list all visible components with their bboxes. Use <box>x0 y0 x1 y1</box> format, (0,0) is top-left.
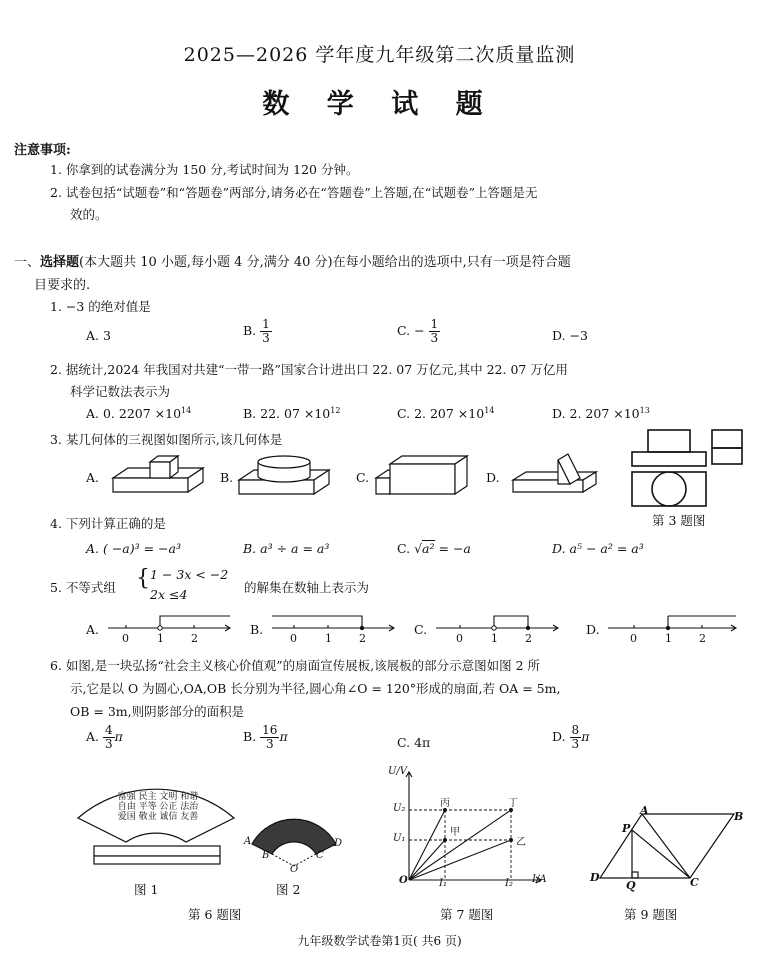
q3-option-c: C. <box>356 470 370 485</box>
fig6-point-b: B <box>262 850 270 861</box>
q5-b-tick-2: 2 <box>359 632 366 645</box>
q5-a-tick-0: 0 <box>122 632 129 645</box>
q6-a-num: 4 <box>105 723 113 737</box>
fig7-ding-label: 丁 <box>508 798 518 809</box>
q5-stem-pre: 5. 不等式组 <box>50 580 116 595</box>
q5-numberline-c <box>434 610 564 634</box>
q3-caption: 第 3 题图 <box>652 513 706 528</box>
q2-option-c <box>397 406 494 421</box>
fig6-point-c: C <box>316 850 324 861</box>
section-prefix: 一、 <box>14 255 41 270</box>
q6-a-label: A. <box>86 729 100 744</box>
q5-a-tick-2: 2 <box>191 632 198 645</box>
exam-title: 2025—2026 学年度九年级第二次质量监测 <box>183 44 576 66</box>
q6-a-fraction <box>103 724 115 751</box>
page-footer: 九年级数学试卷第1页( 共6 页) <box>297 934 462 948</box>
q5-b-tick-0: 0 <box>290 632 297 645</box>
q4-option-d: D. a⁵ − a² = a³ <box>552 541 644 556</box>
q3-stem: 3. 某几何体的三视图如图所示,该几何体是 <box>50 432 283 447</box>
q5-numberline-a <box>106 610 236 634</box>
fig7-jia-label: 甲 <box>450 827 460 838</box>
notice-item-2-cont: 效的。 <box>70 207 108 222</box>
fig7-bing-label: 丙 <box>440 798 450 809</box>
fig7-i1-label: I₁ <box>439 878 447 889</box>
q5-b-tick-1: 1 <box>325 632 332 645</box>
q5-stem-post: 的解集在数轴上表示为 <box>244 580 370 595</box>
q2-a-text: A. 0. 2207 ×10 <box>86 406 182 422</box>
q2-stem-2: 科学记数法表示为 <box>70 384 171 399</box>
q1-c-label: C. − <box>397 323 425 338</box>
q5-d-tick-2: 2 <box>699 632 706 645</box>
q6-stem-3: OB = 3m,则阴影部分的面积是 <box>70 704 245 719</box>
q2-a-exp: 14 <box>181 406 192 415</box>
q5-option-c: C. <box>414 622 428 637</box>
q2-stem-1: 2. 据统计,2024 年我国对共建“一带一路”国家合计进出口 22. 07 万亿元,其中 22. 07 万亿用 <box>50 362 568 377</box>
q3-solid-a <box>108 450 208 500</box>
fig9-point-a: A <box>640 804 649 817</box>
q3-option-d: D. <box>486 470 500 485</box>
q5-option-a: A. <box>86 622 100 637</box>
fig7-u1-label: U₁ <box>393 833 406 844</box>
fig9-point-q: Q <box>626 879 636 892</box>
fig6-label-fig2: 图 2 <box>276 882 301 897</box>
q6-b-label: B. <box>243 729 257 744</box>
fan-line-2: 自由 平等 公正 法治 <box>117 802 199 812</box>
exam-subtitle: 数 学 试 题 <box>262 89 497 120</box>
notice-heading: 注意事项: <box>14 143 71 158</box>
q1-b-den: 3 <box>262 331 270 345</box>
q5-c-tick-0: 0 <box>456 632 463 645</box>
q2-c-text: C. 2. 207 ×10 <box>397 406 485 422</box>
fig6-point-o: O <box>290 864 299 875</box>
section-title: 选择题 <box>40 255 80 270</box>
q1-c-fraction <box>429 318 441 345</box>
q6-a-pi: π <box>114 729 123 744</box>
fig7-y-axis-label: U/V <box>388 766 408 777</box>
q6-d-num: 8 <box>571 723 580 737</box>
fig9-point-d: D <box>590 871 600 884</box>
q4-c-label: C. <box>397 541 411 556</box>
q5-a-tick-1: 1 <box>157 632 164 645</box>
q4-stem: 4. 下列计算正确的是 <box>50 516 166 531</box>
q6-option-b <box>243 724 288 751</box>
q6-d-fraction <box>570 724 582 751</box>
fig9-point-p: P <box>622 822 631 835</box>
q6-stem-1: 6. 如图,是一块弘扬“社会主义核心价值观”的扇面宣传展板,该展板的部分示意图如图 2 所 <box>50 658 541 673</box>
q1-option-a: A. 3 <box>86 328 111 343</box>
fig7-yi-label: 乙 <box>516 837 526 848</box>
fig9-parallelogram <box>592 808 742 890</box>
q6-stem-2: 示,它是以 O 为圆心,OA,OB 长分别为半径,圆心角∠O = 120°形成的扇面,若 OA = 5m, <box>70 681 561 696</box>
q4-option-b: B. a³ ÷ a = a³ <box>243 541 330 556</box>
fig9-point-c: C <box>690 876 699 889</box>
q2-option-b <box>243 406 340 421</box>
q1-option-d: D. −3 <box>552 328 588 343</box>
q5-numberline-d <box>606 610 742 634</box>
fig6-annulus-sector <box>244 808 344 872</box>
q1-option-b <box>243 318 272 345</box>
q6-d-label: D. <box>552 729 566 744</box>
fig6-label-fig1: 图 1 <box>134 882 159 897</box>
section-desc: (本大题共 10 小题,每小题 4 分,满分 40 分)在每小题给出的选项中,只有一项是符合题 <box>79 255 571 270</box>
q1-stem: 1. −3 的绝对值是 <box>50 299 151 314</box>
fig6-fan-text <box>96 792 220 822</box>
fan-line-1: 富强 民主 文明 和谐 <box>117 792 199 802</box>
fig7-x-axis-label: I/A <box>532 874 547 885</box>
q1-option-c <box>397 318 440 345</box>
fig7-ui-graph <box>395 768 555 888</box>
q5-numberline-b <box>270 610 400 634</box>
q3-solid-b <box>234 452 334 500</box>
q4-option-a: A. ( −a)³ = −a³ <box>86 541 181 556</box>
q1-b-label: B. <box>243 323 257 338</box>
q6-option-d <box>552 724 589 751</box>
fig7-i2-label: I₂ <box>505 878 513 889</box>
q2-d-text: D. 2. 207 ×10 <box>552 406 640 422</box>
q3-option-b: B. <box>220 470 234 485</box>
q3-option-a: A. <box>86 470 100 485</box>
q5-ineq-2: 2x ≤4 <box>150 587 188 602</box>
q1-b-fraction <box>260 318 272 345</box>
q3-solid-c <box>372 452 472 500</box>
q6-b-pi: π <box>279 729 288 744</box>
q2-c-exp: 14 <box>484 406 495 415</box>
fig7-u2-label: U₂ <box>393 803 406 814</box>
q3-solid-d <box>508 450 608 500</box>
q6-b-num: 16 <box>262 723 278 737</box>
q4-option-c: C. √a² = −a <box>397 541 471 556</box>
q2-option-d <box>552 406 650 421</box>
section-heading <box>14 251 571 270</box>
fig9-point-b: B <box>734 810 744 823</box>
notice-item-2: 2. 试卷包括“试题卷”和“答题卷”两部分,请务必在“答题卷”上答题,在“试题卷”上答题是无 <box>50 185 538 200</box>
q5-brace-icon: { <box>136 566 150 591</box>
notice-item-1: 1. 你拿到的试卷满分为 150 分,考试时间为 120 分钟。 <box>50 162 359 177</box>
section-desc-cont: 目要求的. <box>34 278 91 293</box>
fig6-caption: 第 6 题图 <box>188 907 242 922</box>
q5-option-d: D. <box>586 622 600 637</box>
fan-line-3: 爱国 敬业 诚信 友善 <box>117 812 199 822</box>
q5-c-tick-1: 1 <box>491 632 498 645</box>
q1-b-num: 1 <box>262 317 270 331</box>
q3-three-view <box>628 426 748 508</box>
q6-b-fraction <box>260 724 279 751</box>
q6-b-den: 3 <box>265 737 274 751</box>
q6-a-den: 3 <box>105 737 113 751</box>
q6-option-a <box>86 724 123 751</box>
q1-c-num: 1 <box>430 317 439 331</box>
fig7-caption: 第 7 题图 <box>440 907 494 922</box>
q6-option-c: C. 4π <box>397 735 431 750</box>
q6-d-den: 3 <box>571 737 580 751</box>
q2-b-text: B. 22. 07 ×10 <box>243 406 331 422</box>
q2-option-a <box>86 406 191 421</box>
q2-d-exp: 13 <box>639 406 650 415</box>
q5-c-tick-2: 2 <box>525 632 532 645</box>
q2-b-exp: 12 <box>330 406 341 415</box>
q4-c-radicand: a² <box>422 541 435 556</box>
q4-c-result: = −a <box>438 541 471 556</box>
q5-ineq-1: 1 − 3x < −2 <box>150 567 229 582</box>
fig7-origin-label: O <box>399 875 408 886</box>
q5-d-tick-0: 0 <box>630 632 637 645</box>
q5-d-tick-1: 1 <box>665 632 672 645</box>
q1-c-den: 3 <box>430 331 439 345</box>
q6-d-pi: π <box>581 729 590 744</box>
q5-option-b: B. <box>250 622 264 637</box>
fig6-point-a: A <box>244 836 252 847</box>
fig9-caption: 第 9 题图 <box>624 907 678 922</box>
fig6-point-d: D <box>334 838 343 849</box>
